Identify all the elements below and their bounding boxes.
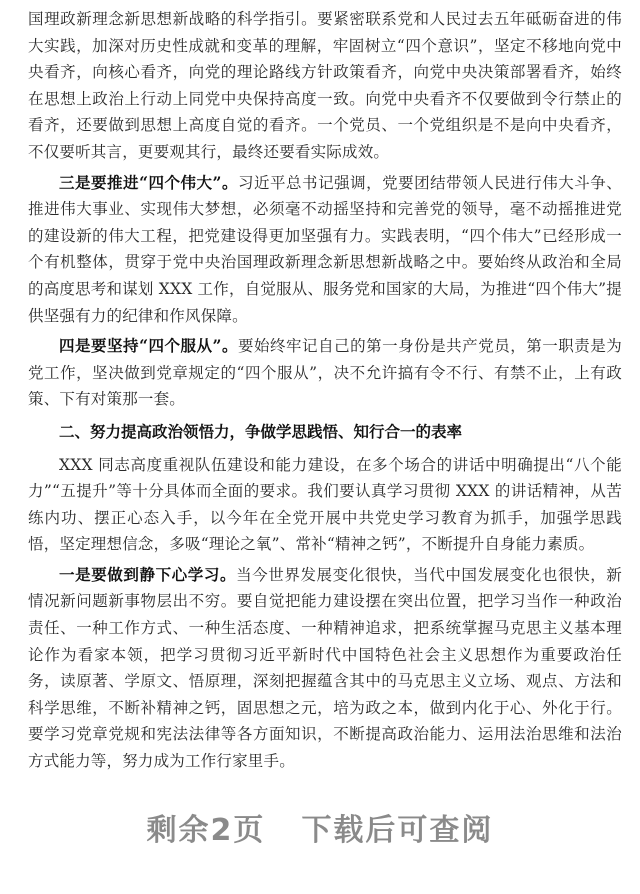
paragraph-text: 当今世界发展变化很快，当代中国发展变化也很快，新情况新问题新事物层出不穷。要自觉把能力建设摆在突出位置，把学习当作一种政治责任、一种工作方式、一种生活态度、一种精神追求，把系统掌握马克思主义基本理论作为看家本领，把学习贯彻习近平新时代中国特色社会主义思想作为重要政治任务，读原著、学原文、悟原理，深刻把握蕴含其中的马克思主义立场、观点、方法和科学思维，不断补精神之钙，固思想之元，培为政之本，做到内化于心、外化于行。要学习党章党规和宪法法律等各方面知识，不断提高政治能力、运用法治思维和法治方式能力等，努力成为工作行家里手。	[28, 565, 623, 771]
download-prompt-banner[interactable]	[0, 806, 640, 856]
paragraph-lead: 一是要做到静下心学习。	[59, 564, 237, 584]
paragraph-section-intro	[28, 452, 622, 558]
paragraph-study	[28, 562, 622, 775]
paragraph-text: 国理政新理念新思想新战略的科学指引。要紧密联系党和人民过去五年砥砺奋进的伟大实践，加深对历史性成就和变革的理解，牢固树立“四个意识”，坚定不移地向党中央看齐，向核心看齐，向党的理论路线方针政策看齐，向党中央决策部署看齐，始终在思想上政治上行动上同党中央保持高度一致。向党中央看齐不仅要做到令行禁止的看齐，还要做到思想上高度自觉的看齐。一个党员、一个党组织是不是向中央看齐，不仅要听其言，更要观其行，最终还要看实际成效。	[28, 10, 622, 161]
paragraph-text: XXX 同志高度重视队伍建设和能力建设，在多个场合的讲话中明确提出“八个能力”“五提升”等十分具体而全面的要求。我们要认真学习贯彻 XXX 的讲话精神，从苦练内功、摆正心态入手，以今年在全党开展中共党史学习教育为抓手，加强学思践悟，坚定理想信念，多吸“理论之氧”、常补“精神之钙”，不断提升自身能力素质。	[28, 455, 622, 554]
paragraph-lead: 三是要推进“四个伟大”。	[59, 172, 238, 192]
remaining-pages-label: 剩余2页	[146, 813, 266, 848]
paragraph-continuation	[28, 6, 622, 166]
download-hint-label: 下载后可查阅	[301, 813, 494, 848]
document-body	[28, 6, 622, 775]
paragraph-lead: 四是要坚持“四个服从”。	[59, 336, 238, 356]
paragraph-text: 要始终牢记自己的第一身份是共产党员，第一职责是为党工作，坚决做到党章规定的“四个服从”，决不允许搞有令不行、有禁不止，上有政策、下有对策那一套。	[28, 337, 622, 409]
paragraph-text: 习近平总书记强调，党要团结带领人民进行伟大斗争、推进伟大事业、实现伟大梦想，必须毫不动摇坚持和完善党的领导，毫不动摇推进党的建设新的伟大工程，把党建设得更加坚强有力。实践表明，“四个伟大”已经形成一个有机整体，贯穿于党中央治国理政新理念新思想新战略之中。要始终从政治和全局的高度思考和谋划 XXX 工作，自觉服从、服务党和国家的大局，为推进“四个伟大”提供坚强有力的纪律和作风保障。	[28, 173, 623, 325]
paragraph-four-obediences	[28, 333, 622, 413]
paragraph-four-greats	[28, 170, 622, 330]
section-heading: 二、努力提高政治领悟力，争做学思践悟、知行合一的表率	[59, 421, 463, 441]
